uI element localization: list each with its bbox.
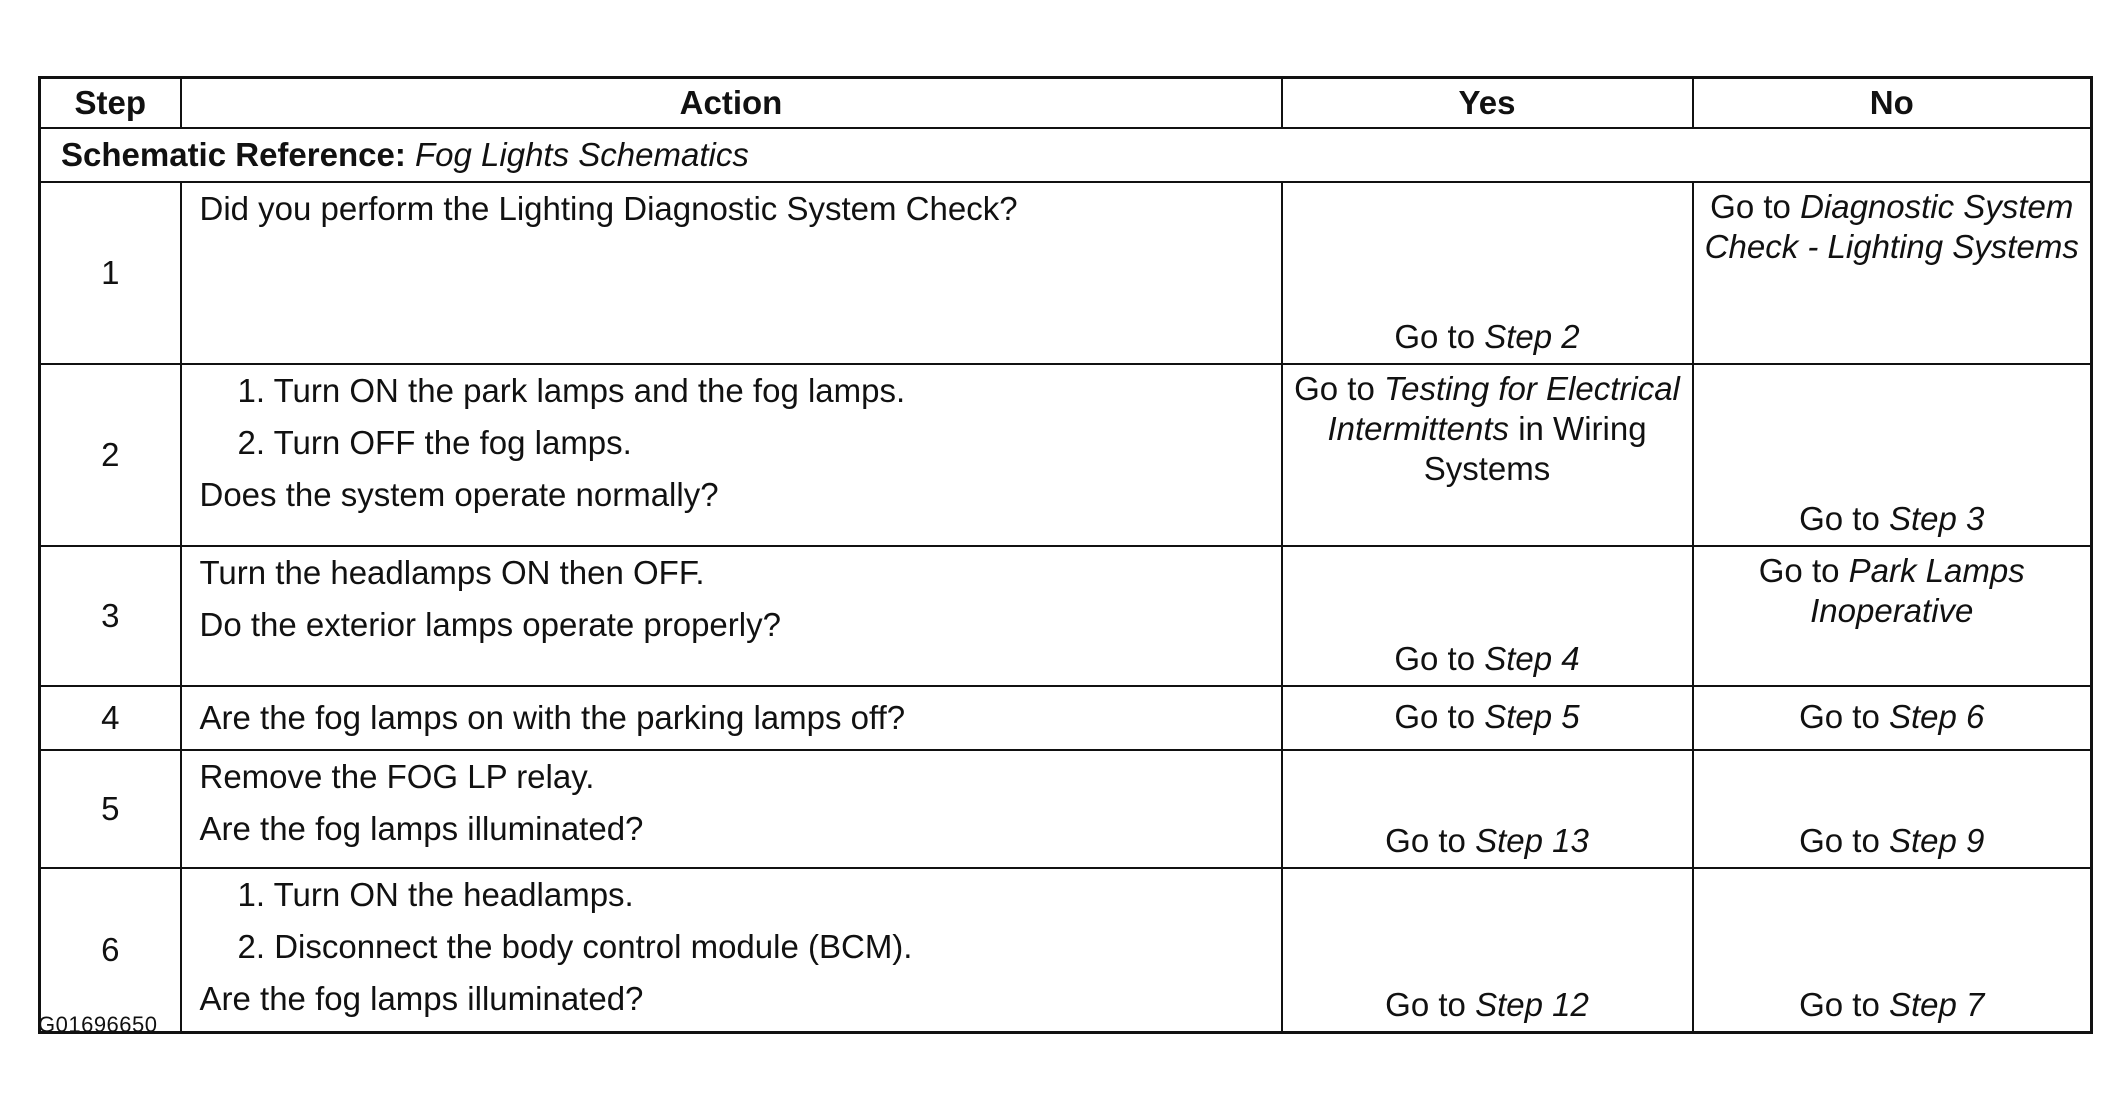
yes-goto[interactable] <box>1385 986 1589 1023</box>
action-question: Does the system operate normally? <box>199 476 719 513</box>
step-number: 4 <box>40 686 181 750</box>
action-question: Are the fog lamps on with the parking lamps off? <box>199 699 906 736</box>
figure-id: G01696650 <box>38 1012 158 1037</box>
action-substep: 1. Turn ON the headlamps. <box>237 876 634 913</box>
action-cell <box>181 546 1282 686</box>
goto-prefix: Go to <box>1385 822 1466 859</box>
action-cell <box>181 868 1282 1033</box>
goto-link[interactable]: Diagnostic System Check - Lighting Systems <box>1704 188 2079 265</box>
goto-link[interactable]: Step 9 <box>1888 822 1985 859</box>
header-action: Action <box>181 78 1282 129</box>
step-number: 5 <box>40 750 181 868</box>
action-line: Remove the FOG LP relay. <box>199 758 595 795</box>
goto-link[interactable]: Step 5 <box>1484 698 1580 735</box>
reference-row <box>40 128 2092 182</box>
goto-prefix: Go to <box>1799 698 1880 735</box>
yes-goto[interactable] <box>1394 698 1579 735</box>
action-line: Did you perform the Lighting Diagnostic System Check? <box>199 190 1018 227</box>
goto-prefix: Go to <box>1710 188 1791 225</box>
step-number: 2 <box>40 364 181 546</box>
step-number: 1 <box>40 182 181 364</box>
action-substep: 2. Turn OFF the fog lamps. <box>237 424 632 461</box>
header-no: No <box>1693 78 2092 129</box>
no-goto[interactable] <box>1705 188 2079 265</box>
no-cell <box>1693 546 2092 686</box>
yes-cell <box>1282 364 1693 546</box>
action-line: Turn the headlamps ON then OFF. <box>199 554 705 591</box>
no-goto[interactable] <box>1799 500 1984 537</box>
goto-prefix: Go to <box>1394 698 1476 735</box>
table-row <box>40 546 2092 686</box>
schematic-reference <box>40 128 2092 182</box>
yes-cell <box>1282 750 1693 868</box>
goto-prefix: Go to <box>1294 370 1375 407</box>
goto-link[interactable]: Step 7 <box>1888 986 1985 1023</box>
goto-link[interactable]: Step 12 <box>1475 986 1589 1023</box>
action-cell <box>181 182 1282 364</box>
action-cell <box>181 686 1282 750</box>
header-row <box>40 78 2092 129</box>
action-question: Are the fog lamps illuminated? <box>199 810 644 847</box>
goto-link[interactable]: Park Lamps Inoperative <box>1810 552 2025 629</box>
yes-goto[interactable] <box>1294 370 1680 487</box>
goto-link[interactable]: Step 4 <box>1484 640 1580 677</box>
goto-link[interactable]: Step 6 <box>1888 698 1985 735</box>
table-row <box>40 686 2092 750</box>
action-question: Are the fog lamps illuminated? <box>199 980 644 1017</box>
goto-link[interactable]: Step 3 <box>1888 500 1985 537</box>
no-goto[interactable] <box>1799 822 1984 859</box>
step-number: 3 <box>40 546 181 686</box>
no-cell <box>1693 686 2092 750</box>
no-cell <box>1693 364 2092 546</box>
action-cell <box>181 364 1282 546</box>
goto-prefix: Go to <box>1758 552 1840 589</box>
action-substep: 2. Disconnect the body control module (BCM). <box>237 928 913 965</box>
reference-link[interactable]: Fog Lights Schematics <box>415 136 749 173</box>
header-step: Step <box>40 78 181 129</box>
yes-cell <box>1282 868 1693 1033</box>
goto-link[interactable]: Step 13 <box>1475 822 1589 859</box>
header-yes: Yes <box>1282 78 1693 129</box>
yes-cell <box>1282 546 1693 686</box>
goto-prefix: Go to <box>1385 986 1466 1023</box>
no-goto[interactable] <box>1799 698 1984 735</box>
goto-link[interactable]: Step 2 <box>1484 318 1580 355</box>
yes-cell <box>1282 686 1693 750</box>
table-row <box>40 750 2092 868</box>
table-row <box>40 364 2092 546</box>
action-question: Do the exterior lamps operate properly? <box>199 606 781 643</box>
yes-goto[interactable] <box>1394 318 1579 355</box>
goto-link[interactable]: Testing for Electrical Intermittents <box>1327 370 1680 447</box>
action-substep: 1. Turn ON the park lamps and the fog lamps. <box>237 372 906 409</box>
goto-prefix: Go to <box>1799 986 1880 1023</box>
yes-cell <box>1282 182 1693 364</box>
goto-prefix: Go to <box>1799 822 1880 859</box>
goto-suffix: in Wiring Systems <box>1423 410 1647 487</box>
no-cell <box>1693 750 2092 868</box>
table-row <box>40 868 2092 1033</box>
no-goto[interactable] <box>1799 986 1984 1023</box>
goto-prefix: Go to <box>1799 500 1880 537</box>
no-cell <box>1693 868 2092 1033</box>
diagnostic-table <box>38 76 2093 1034</box>
action-cell <box>181 750 1282 868</box>
reference-label: Schematic Reference: <box>61 136 406 173</box>
no-goto[interactable] <box>1759 552 2025 629</box>
step-number: 6 <box>40 868 181 1033</box>
yes-goto[interactable] <box>1385 822 1589 859</box>
no-cell <box>1693 182 2092 364</box>
table-row <box>40 182 2092 364</box>
goto-prefix: Go to <box>1394 640 1476 677</box>
goto-prefix: Go to <box>1394 318 1476 355</box>
yes-goto[interactable] <box>1394 640 1579 677</box>
